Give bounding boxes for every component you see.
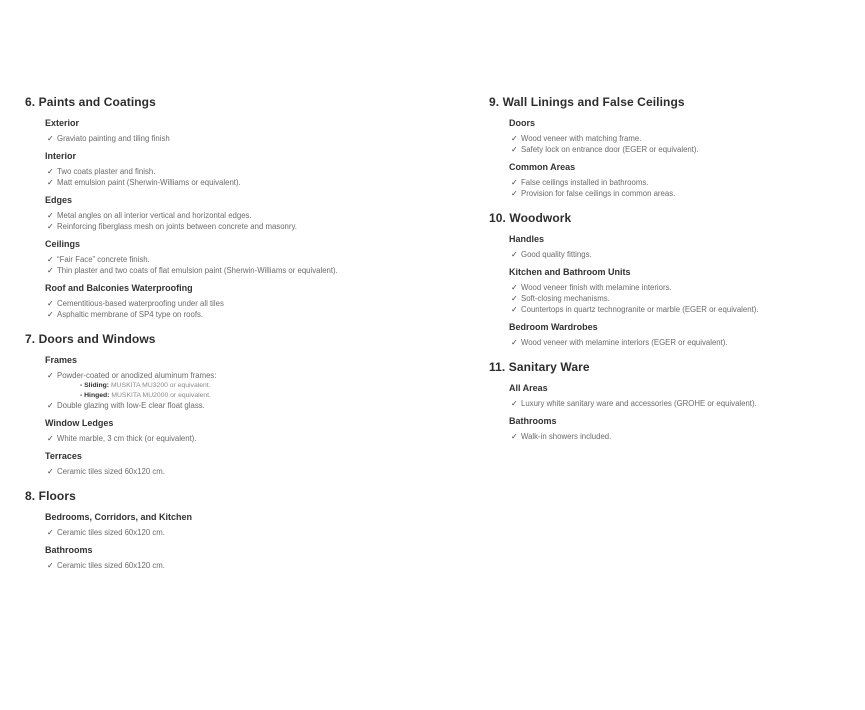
check-icon: ✓	[511, 145, 518, 154]
check-icon: ✓	[47, 467, 54, 476]
spec-group	[509, 322, 854, 348]
spec-group	[509, 162, 854, 199]
group-heading: Ceilings	[45, 239, 81, 249]
check-icon: ✓	[47, 266, 54, 275]
section	[489, 360, 854, 442]
left-column	[25, 95, 475, 583]
bullet-item	[509, 249, 854, 260]
section-title: 11. Sanitary Ware	[489, 360, 590, 374]
bullet-text: Ceramic tiles sized 60x120 cm.	[57, 528, 165, 537]
group-heading: All Areas	[509, 383, 548, 393]
bullet-text: Graviato painting and tiling finish	[57, 134, 170, 143]
bullet-text: Provision for false ceilings in common areas.	[521, 189, 676, 198]
section	[489, 95, 854, 199]
bullet-text: Double glazing with low-E clear float glass.	[57, 401, 205, 410]
check-icon: ✓	[511, 189, 518, 198]
spec-group	[45, 545, 475, 571]
check-icon: ✓	[47, 134, 54, 143]
bullet-text: Ceramic tiles sized 60x120 cm.	[57, 467, 165, 476]
bullet-item	[45, 400, 475, 411]
bullet-text: Countertops in quartz technogranite or marble (EGER or equivalent).	[521, 305, 759, 314]
check-icon: ✓	[47, 528, 54, 537]
check-icon: ✓	[511, 283, 518, 292]
section	[25, 332, 475, 477]
check-icon: ✓	[47, 167, 54, 176]
bullet-item	[45, 309, 475, 320]
spec-group	[45, 355, 475, 411]
bullet-text: White marble, 3 cm thick (or equivalent).	[57, 434, 197, 443]
bullet-item	[45, 298, 475, 309]
check-icon: ✓	[511, 134, 518, 143]
check-icon: ✓	[47, 222, 54, 231]
spec-group	[45, 512, 475, 538]
bullet-item	[45, 166, 475, 177]
bullet-item	[45, 221, 475, 232]
sub-bullet-label: - Sliding:	[80, 382, 110, 389]
sub-bullet-text: MUSKITA MU2000 or equivalent.	[109, 391, 211, 399]
bullet-item	[45, 265, 475, 276]
right-column	[489, 95, 854, 454]
sub-bullet-label: - Hinged:	[80, 391, 110, 399]
bullet-text: Reinforcing fiberglass mesh on joints between concrete and masonry.	[57, 222, 297, 231]
spec-group	[509, 267, 854, 315]
bullet-text: Metal angles on all interior vertical and horizontal edges.	[57, 211, 252, 220]
group-heading: Doors	[509, 118, 536, 128]
bullet-text: Matt emulsion paint (Sherwin-Williams or equivalent).	[57, 178, 241, 187]
group-heading: Terraces	[45, 451, 82, 461]
bullet-item	[45, 560, 475, 571]
bullet-item	[509, 304, 854, 315]
section	[489, 211, 854, 348]
spec-group	[45, 118, 475, 144]
bullet-item	[509, 431, 854, 442]
group-heading: Window Ledges	[45, 418, 114, 428]
check-icon: ✓	[47, 310, 54, 319]
group-heading: Exterior	[45, 118, 80, 128]
group-heading: Frames	[45, 355, 78, 365]
group-heading: Bathrooms	[509, 416, 557, 426]
check-icon: ✓	[47, 299, 54, 308]
check-icon: ✓	[511, 250, 518, 259]
bullet-text: Powder-coated or anodized aluminum frames:	[57, 371, 217, 380]
check-icon: ✓	[511, 305, 518, 314]
check-icon: ✓	[511, 178, 518, 187]
check-icon: ✓	[47, 178, 54, 187]
group-heading: Bathrooms	[45, 545, 93, 555]
sub-bullet-text: MUSKITA MU3200 or equivalent.	[109, 382, 211, 389]
section-title: 10. Woodwork	[489, 211, 572, 225]
check-icon: ✓	[47, 371, 54, 380]
bullet-item	[509, 188, 854, 199]
bullet-text: Two coats plaster and finish.	[57, 167, 156, 176]
check-icon: ✓	[47, 211, 54, 220]
group-heading: Roof and Balconies Waterproofing	[45, 283, 193, 293]
group-heading: Interior	[45, 151, 77, 161]
bullet-item	[509, 282, 854, 293]
check-icon: ✓	[511, 294, 518, 303]
bullet-text: Walk-in showers included.	[521, 432, 612, 441]
section-title: 9. Wall Linings and False Ceilings	[489, 95, 685, 109]
bullet-item	[509, 337, 854, 348]
sub-bullet-item	[80, 381, 475, 391]
bullet-text: Ceramic tiles sized 60x120 cm.	[57, 561, 165, 570]
bullet-item	[509, 293, 854, 304]
group-heading: Kitchen and Bathroom Units	[509, 267, 631, 277]
bullet-text: Cementitious-based waterproofing under all tiles	[57, 299, 224, 308]
spec-group	[45, 151, 475, 188]
spec-group	[45, 418, 475, 444]
check-icon: ✓	[47, 561, 54, 570]
spec-group	[45, 451, 475, 477]
check-icon: ✓	[47, 434, 54, 443]
check-icon: ✓	[47, 255, 54, 264]
bullet-item	[45, 254, 475, 265]
bullet-item	[45, 133, 475, 144]
bullet-text: Wood veneer with matching frame.	[521, 134, 642, 143]
bullet-item	[45, 527, 475, 538]
check-icon: ✓	[511, 432, 518, 441]
bullet-item	[509, 398, 854, 409]
spec-group	[45, 195, 475, 232]
spec-group	[45, 239, 475, 276]
group-heading: Common Areas	[509, 162, 576, 172]
bullet-item	[509, 144, 854, 155]
bullet-text: Wood veneer with melamine interiors (EGER or equivalent).	[521, 338, 728, 347]
group-heading: Bedroom Wardrobes	[509, 322, 598, 332]
spec-group	[509, 234, 854, 260]
section	[25, 95, 475, 320]
spec-group	[509, 416, 854, 442]
section-title: 8. Floors	[25, 489, 76, 503]
group-heading: Handles	[509, 234, 545, 244]
section-title: 6. Paints and Coatings	[25, 95, 156, 109]
section-title: 7. Doors and Windows	[25, 332, 156, 346]
check-icon: ✓	[47, 401, 54, 410]
spec-group	[509, 118, 854, 155]
group-heading: Edges	[45, 195, 73, 205]
bullet-text: Luxury white sanitary ware and accessories (GROHE or equivalent).	[521, 399, 757, 408]
bullet-item	[509, 133, 854, 144]
group-heading: Bedrooms, Corridors, and Kitchen	[45, 512, 193, 522]
check-icon: ✓	[511, 399, 518, 408]
bullet-item	[45, 370, 475, 400]
bullet-text: False ceilings installed in bathrooms.	[521, 178, 649, 187]
sub-bullet-item	[80, 391, 475, 401]
bullet-text: Safety lock on entrance door (EGER or equivalent).	[521, 145, 699, 154]
bullet-text: “Fair Face” concrete finish.	[57, 255, 150, 264]
bullet-item	[45, 433, 475, 444]
bullet-item	[45, 466, 475, 477]
bullet-text: Good quality fittings.	[521, 250, 592, 259]
spec-group	[45, 283, 475, 320]
bullet-text: Soft-closing mechanisms.	[521, 294, 610, 303]
bullet-item	[509, 177, 854, 188]
section	[25, 489, 475, 571]
bullet-text: Asphaltic membrane of SP4 type on roofs.	[57, 310, 204, 319]
bullet-text: Thin plaster and two coats of flat emulsion paint (Sherwin-Williams or equivalent).	[57, 266, 338, 275]
spec-group	[509, 383, 854, 409]
check-icon: ✓	[511, 338, 518, 347]
bullet-item	[45, 177, 475, 188]
bullet-text: Wood veneer finish with melamine interiors.	[521, 283, 672, 292]
bullet-item	[45, 210, 475, 221]
